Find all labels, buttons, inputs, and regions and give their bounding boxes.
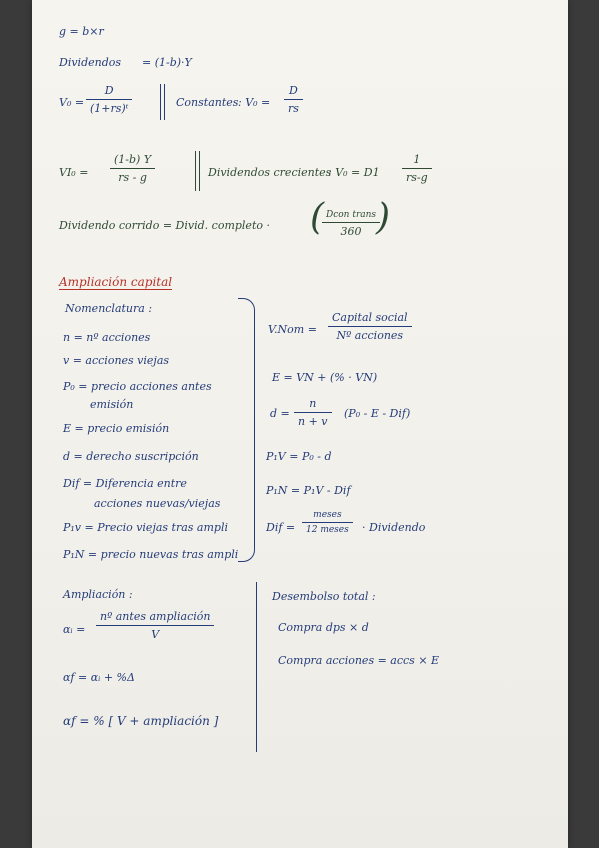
nomenclature-item: v = acciones viejas xyxy=(63,354,170,367)
notebook-page xyxy=(32,0,568,848)
nomenclature-item: P₁N = precio nuevas tras ampli xyxy=(63,548,239,561)
constantes-fraction xyxy=(284,84,303,115)
separator-double-bar xyxy=(195,151,196,191)
crecientes-denominator: rs-g xyxy=(402,168,432,184)
dif-denominator: 12 meses xyxy=(302,522,353,535)
d-numerator: n xyxy=(309,397,317,410)
nomenclature-item: emisión xyxy=(90,398,134,411)
dif-numerator: meses xyxy=(313,510,342,520)
vi0-denominator: rs - g xyxy=(110,168,155,184)
vi0-numerator: (1-b) Y xyxy=(114,153,152,166)
alpha-i-fraction xyxy=(96,610,214,641)
vi0-label: VI₀ = xyxy=(59,166,89,179)
corrido-fraction xyxy=(322,210,380,238)
nomenclature-item: P₁v = Precio viejas tras ampli xyxy=(63,521,228,534)
nomenclatura-label: Nomenclatura : xyxy=(65,302,153,315)
vnom-numerator: Capital social xyxy=(332,311,408,324)
dif-rhs: · Dividendo xyxy=(362,521,426,534)
dif-fraction xyxy=(302,510,353,535)
dividendo-corrido-formula: Dividendo corrido = Divid. completo · xyxy=(59,219,270,232)
vi0-fraction xyxy=(110,153,155,184)
separator-double-bar xyxy=(164,84,165,120)
crecientes-fraction xyxy=(402,153,432,184)
left-paren: ( xyxy=(310,197,325,238)
v0-label: V₀ = xyxy=(59,96,85,109)
constantes-v0: : V₀ = xyxy=(238,96,271,109)
nomenclature-item: Dif = Diferencia entre xyxy=(63,477,187,490)
compra-acciones-formula: Compra acciones = accs × E xyxy=(278,654,440,667)
section-heading-ampliacion-capital: Ampliación capital xyxy=(59,275,173,289)
constantes-denominator: rs xyxy=(284,99,303,115)
vnom-label: V.Nom = xyxy=(268,323,317,336)
right-paren: ) xyxy=(376,197,391,238)
emission-price-formula: E = VN + (% · VN) xyxy=(272,371,378,384)
alpha-i-denominator: V xyxy=(96,625,214,641)
d-denominator: n + v xyxy=(294,412,332,428)
alpha-f-formula-2: αf = % [ V + ampliación ] xyxy=(63,714,219,728)
dividendos-formula: = (1-b)·Y xyxy=(142,56,192,69)
compra-dps-formula: Compra dps × d xyxy=(278,621,369,634)
alpha-i-label: αᵢ = xyxy=(63,623,86,636)
v0-numerator: D xyxy=(104,84,114,97)
p1v-formula: P₁V = P₀ - d xyxy=(266,450,332,463)
d-rhs: (P₀ - E - Dif) xyxy=(344,407,411,420)
d-fraction xyxy=(294,397,332,428)
dif-label: Dif = xyxy=(266,521,296,534)
ampliacion-heading: Ampliación : xyxy=(63,588,133,601)
column-divider xyxy=(256,582,257,752)
v0-fraction xyxy=(86,84,132,115)
separator-double-bar xyxy=(160,84,161,120)
desembolso-heading: Desembolso total : xyxy=(272,590,376,603)
alpha-f-formula: αf = αᵢ + %Δ xyxy=(63,671,135,684)
crecientes-label: Dividendos crecientes xyxy=(208,166,332,179)
corrido-numerator: Dcon trans xyxy=(326,210,377,220)
constantes-numerator: D xyxy=(289,84,298,97)
nomenclature-item: E = precio emisión xyxy=(63,422,170,435)
separator-double-bar xyxy=(199,151,200,191)
nomenclature-item: d = derecho suscripción xyxy=(63,450,199,463)
nomenclature-item: P₀ = precio acciones antes xyxy=(63,380,212,393)
growth-formula: g = b×r xyxy=(59,25,104,38)
nomenclature-item: acciones nuevas/viejas xyxy=(94,497,221,510)
p1n-formula: P₁N = P₁V - Dif xyxy=(266,484,351,497)
vnom-fraction xyxy=(328,311,412,342)
alpha-i-numerator: nº antes ampliación xyxy=(100,610,211,623)
crecientes-numerator: 1 xyxy=(413,153,421,166)
dividendos-label: Dividendos xyxy=(59,56,122,69)
nomenclature-item: n = nº acciones xyxy=(63,331,151,344)
curly-brace xyxy=(238,298,255,562)
v0-denominator: (1+rs)ᵗ xyxy=(86,99,132,115)
corrido-denominator: 360 xyxy=(322,222,380,238)
crecientes-v0: : V₀ = D1 xyxy=(328,166,380,179)
vnom-denominator: Nº acciones xyxy=(328,326,412,342)
d-label: d = xyxy=(270,407,290,420)
constantes-label: Constantes xyxy=(176,96,239,109)
